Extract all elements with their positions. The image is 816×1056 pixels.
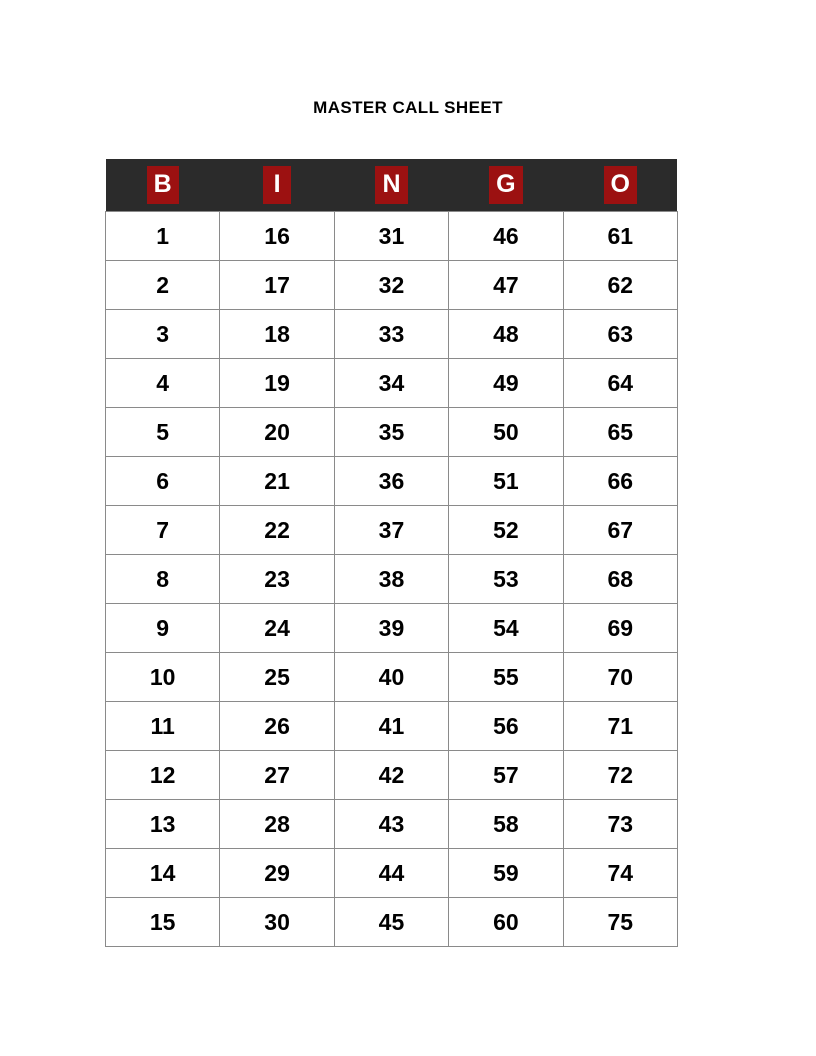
table-cell: 73 xyxy=(563,800,677,849)
table-cell: 67 xyxy=(563,506,677,555)
column-header-i xyxy=(220,159,334,212)
table-row xyxy=(106,212,678,261)
table-row xyxy=(106,506,678,555)
table-cell: 40 xyxy=(334,653,448,702)
table-cell: 35 xyxy=(334,408,448,457)
column-header-label: O xyxy=(604,166,637,204)
table-cell: 26 xyxy=(220,702,334,751)
table-cell: 42 xyxy=(334,751,448,800)
column-header-n xyxy=(334,159,448,212)
table-cell: 46 xyxy=(449,212,563,261)
table-row xyxy=(106,800,678,849)
table-cell: 74 xyxy=(563,849,677,898)
table-row xyxy=(106,457,678,506)
table-cell: 22 xyxy=(220,506,334,555)
table-cell: 18 xyxy=(220,310,334,359)
table-cell: 38 xyxy=(334,555,448,604)
table-cell: 50 xyxy=(449,408,563,457)
table-cell: 54 xyxy=(449,604,563,653)
page-title: MASTER CALL SHEET xyxy=(313,98,503,117)
column-header-g xyxy=(449,159,563,212)
column-header-o xyxy=(563,159,677,212)
table-cell: 30 xyxy=(220,898,334,947)
table-cell: 59 xyxy=(449,849,563,898)
table-cell: 41 xyxy=(334,702,448,751)
table-cell: 53 xyxy=(449,555,563,604)
table-row xyxy=(106,653,678,702)
table-cell: 12 xyxy=(106,751,220,800)
table-row xyxy=(106,849,678,898)
table-cell: 71 xyxy=(563,702,677,751)
table-cell: 75 xyxy=(563,898,677,947)
table-row xyxy=(106,604,678,653)
table-cell: 36 xyxy=(334,457,448,506)
column-header-label: G xyxy=(489,166,522,204)
table-cell: 16 xyxy=(220,212,334,261)
table-cell: 6 xyxy=(106,457,220,506)
table-cell: 13 xyxy=(106,800,220,849)
table-row xyxy=(106,261,678,310)
table-row xyxy=(106,555,678,604)
table-cell: 61 xyxy=(563,212,677,261)
table-cell: 69 xyxy=(563,604,677,653)
table-cell: 7 xyxy=(106,506,220,555)
table-cell: 11 xyxy=(106,702,220,751)
table-cell: 51 xyxy=(449,457,563,506)
table-row xyxy=(106,310,678,359)
table-cell: 43 xyxy=(334,800,448,849)
table-cell: 14 xyxy=(106,849,220,898)
table-cell: 66 xyxy=(563,457,677,506)
table-cell: 44 xyxy=(334,849,448,898)
table-cell: 47 xyxy=(449,261,563,310)
table-row xyxy=(106,898,678,947)
table-cell: 24 xyxy=(220,604,334,653)
table-cell: 70 xyxy=(563,653,677,702)
column-header-label: B xyxy=(147,166,179,204)
table-cell: 27 xyxy=(220,751,334,800)
table-cell: 4 xyxy=(106,359,220,408)
table-cell: 2 xyxy=(106,261,220,310)
table-cell: 37 xyxy=(334,506,448,555)
table-cell: 56 xyxy=(449,702,563,751)
table-cell: 15 xyxy=(106,898,220,947)
table-cell: 68 xyxy=(563,555,677,604)
table-cell: 65 xyxy=(563,408,677,457)
table-row xyxy=(106,359,678,408)
table-row xyxy=(106,751,678,800)
table-cell: 58 xyxy=(449,800,563,849)
table-header-row xyxy=(106,159,678,212)
table-body xyxy=(106,212,678,947)
table-header xyxy=(106,159,678,212)
bingo-call-table xyxy=(105,159,678,947)
table-row xyxy=(106,702,678,751)
table-cell: 9 xyxy=(106,604,220,653)
table-cell: 28 xyxy=(220,800,334,849)
table-cell: 25 xyxy=(220,653,334,702)
table-cell: 64 xyxy=(563,359,677,408)
table-cell: 17 xyxy=(220,261,334,310)
table-cell: 32 xyxy=(334,261,448,310)
table-cell: 52 xyxy=(449,506,563,555)
table-cell: 57 xyxy=(449,751,563,800)
table-cell: 29 xyxy=(220,849,334,898)
table-cell: 62 xyxy=(563,261,677,310)
table-cell: 23 xyxy=(220,555,334,604)
table-cell: 3 xyxy=(106,310,220,359)
table-cell: 33 xyxy=(334,310,448,359)
table-cell: 19 xyxy=(220,359,334,408)
table-cell: 72 xyxy=(563,751,677,800)
table-cell: 10 xyxy=(106,653,220,702)
table-cell: 34 xyxy=(334,359,448,408)
table-cell: 55 xyxy=(449,653,563,702)
column-header-label: N xyxy=(375,166,407,204)
table-cell: 48 xyxy=(449,310,563,359)
table-cell: 60 xyxy=(449,898,563,947)
table-row xyxy=(106,408,678,457)
table-cell: 8 xyxy=(106,555,220,604)
table-cell: 21 xyxy=(220,457,334,506)
call-sheet-container xyxy=(105,159,677,947)
table-cell: 20 xyxy=(220,408,334,457)
table-cell: 49 xyxy=(449,359,563,408)
table-cell: 39 xyxy=(334,604,448,653)
table-cell: 31 xyxy=(334,212,448,261)
column-header-label: I xyxy=(263,166,291,204)
column-header-b xyxy=(106,159,220,212)
table-cell: 1 xyxy=(106,212,220,261)
table-cell: 5 xyxy=(106,408,220,457)
table-cell: 63 xyxy=(563,310,677,359)
table-cell: 45 xyxy=(334,898,448,947)
